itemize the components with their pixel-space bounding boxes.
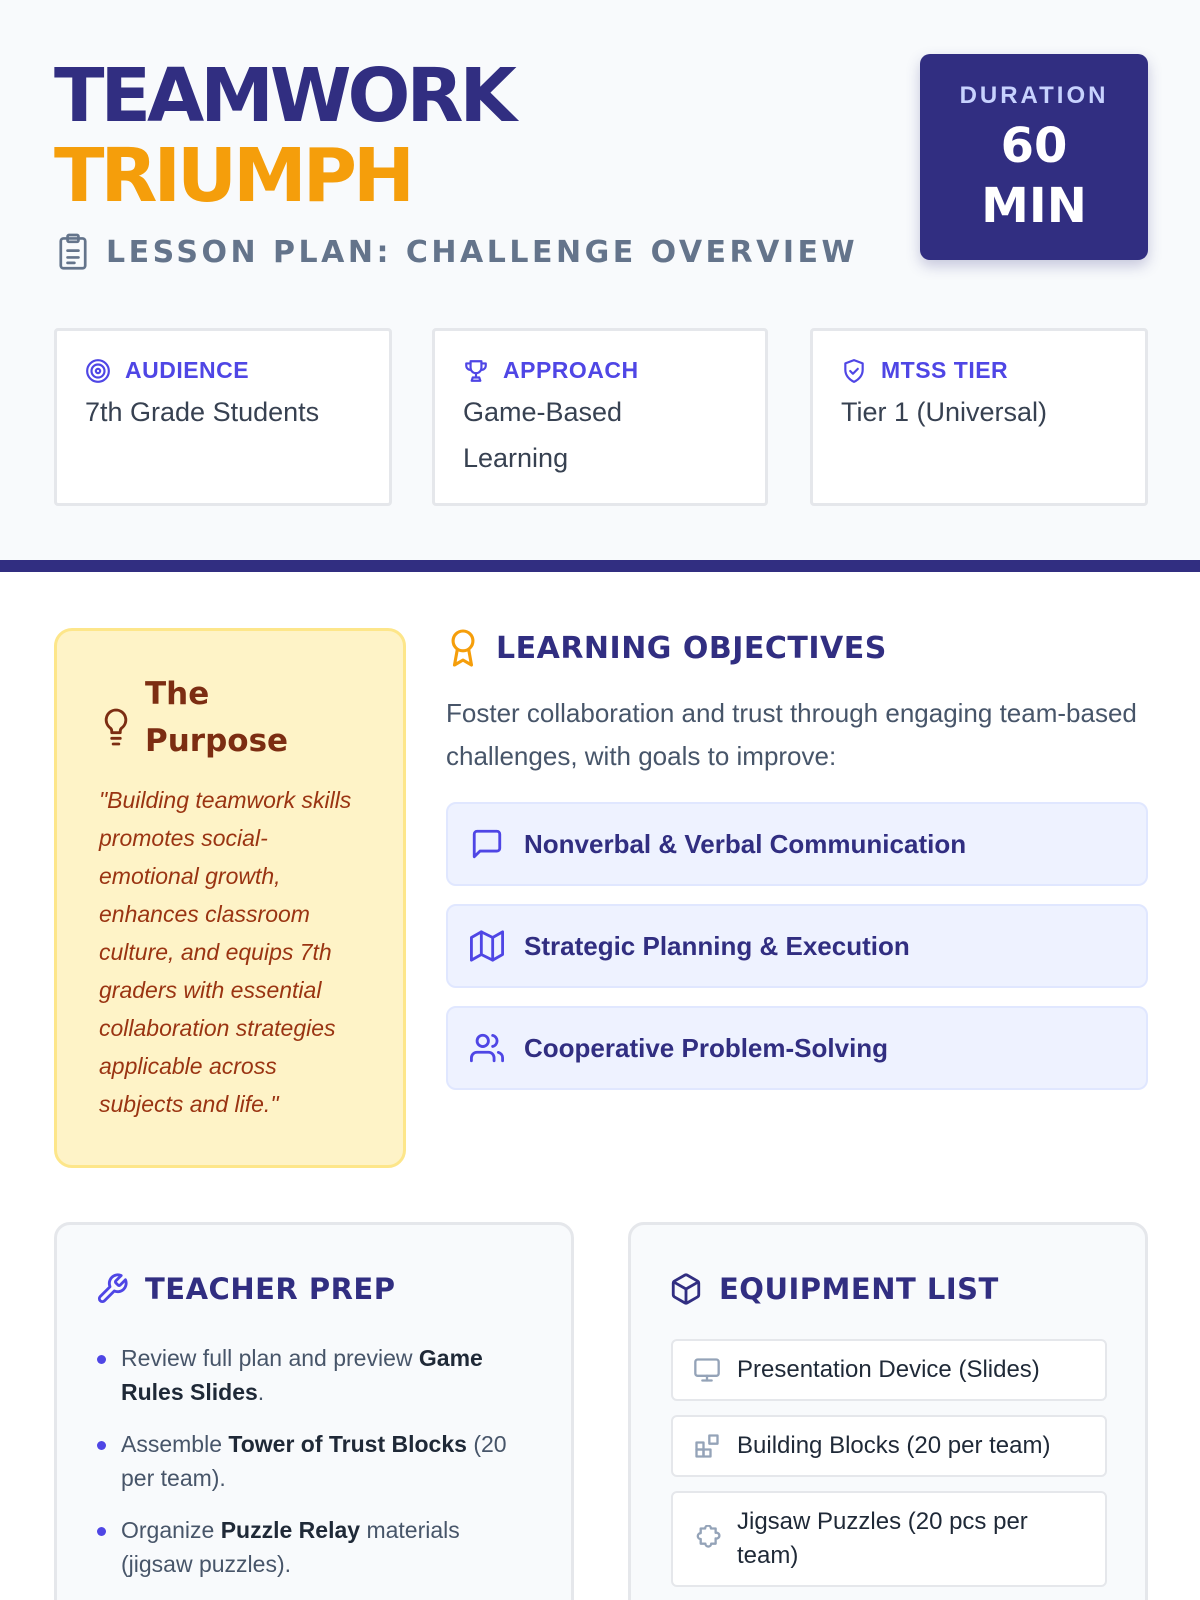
info-card-label: MTSS TIER	[881, 357, 1009, 383]
wrench-icon	[95, 1269, 129, 1309]
prep-highlight: Game Rules Slides	[121, 1345, 483, 1405]
equipment-label: Building Blocks (20 per team)	[737, 1432, 1051, 1459]
info-card-value	[463, 394, 737, 486]
info-card-label: APPROACH	[503, 357, 639, 383]
objective-item	[446, 802, 1148, 886]
purpose-title-line-1: The	[145, 676, 210, 712]
objective-item	[446, 1006, 1148, 1090]
info-card-audience	[54, 328, 392, 506]
map-icon	[470, 929, 504, 963]
purpose-quote: "Building teamwork skills promotes social-emotional growth, enhances classroom culture, and equips 7th graders with essential collaboration strategies applicable across subjects and life."	[99, 787, 352, 1117]
prep-highlight: Tower of Trust Blocks	[228, 1431, 467, 1457]
award-icon	[446, 628, 480, 668]
prep-text: Organize	[121, 1517, 221, 1543]
objective-label: Cooperative Problem-Solving	[524, 1032, 889, 1063]
duration-badge	[920, 54, 1148, 260]
equipment-heading: EQUIPMENT LIST	[719, 1272, 999, 1306]
equipment-title	[669, 1269, 999, 1309]
monitor-icon	[693, 1356, 721, 1384]
learning-objectives-heading: LEARNING OBJECTIVES	[496, 630, 887, 666]
learning-objectives-title	[446, 628, 1148, 668]
info-card-approach	[432, 328, 768, 506]
puzzle-icon	[693, 1525, 721, 1553]
prep-text: Review full plan and preview	[121, 1345, 419, 1371]
equipment-label: Presentation Device (Slides)	[737, 1356, 1040, 1383]
equipment-panel	[628, 1222, 1148, 1600]
teacher-prep-list	[97, 1341, 537, 1599]
teacher-prep-heading: TEACHER PREP	[145, 1272, 396, 1306]
objective-item	[446, 904, 1148, 988]
header-section	[0, 0, 1200, 560]
prep-text: materials (jigsaw puzzles).	[121, 1517, 460, 1577]
title-line-2: TRIUMPH	[54, 133, 411, 219]
message-square-icon	[470, 827, 504, 861]
prep-text: Assemble	[121, 1431, 229, 1457]
equipment-label: Jigsaw Puzzles (20 pcs per team)	[737, 1508, 1028, 1569]
duration-unit: MIN	[981, 178, 1087, 234]
objective-label: Strategic Planning & Execution	[524, 930, 910, 961]
page-title	[54, 53, 513, 219]
shield-check-icon	[841, 358, 867, 384]
target-icon	[85, 358, 111, 384]
info-card-value: Tier 1 (Universal)	[841, 397, 1048, 427]
info-card-mtss-tier	[810, 328, 1148, 506]
list-item	[97, 1341, 537, 1409]
equipment-item	[671, 1491, 1107, 1587]
prep-highlight: Puzzle Relay	[220, 1517, 361, 1543]
info-card-label: AUDIENCE	[125, 357, 250, 383]
purpose-title	[145, 671, 305, 765]
list-item	[97, 1513, 537, 1581]
objective-label: Nonverbal & Verbal Communication	[524, 828, 967, 859]
trophy-icon	[463, 358, 489, 384]
learning-objectives-section	[446, 628, 1148, 1090]
prep-text: .	[257, 1379, 265, 1405]
prep-text: (20 per team).	[121, 1431, 507, 1491]
teacher-prep-title	[95, 1269, 395, 1309]
box-icon	[669, 1269, 703, 1309]
objectives-intro: Foster collaboration and trust through engaging team-based challenges, with goals to improve:	[446, 698, 1137, 771]
objectives-list	[446, 802, 1148, 1090]
purpose-title-line-2: Purpose	[145, 723, 289, 759]
purpose-card	[54, 628, 406, 1168]
equipment-item	[671, 1415, 1107, 1477]
subtitle-text: LESSON PLAN: CHALLENGE OVERVIEW	[106, 234, 859, 270]
lightbulb-icon	[99, 707, 133, 747]
list-item	[97, 1427, 537, 1495]
info-card-value-line-1: Game-Based	[463, 397, 623, 427]
duration-number: 60	[1000, 118, 1068, 174]
page-subtitle	[56, 232, 858, 272]
blocks-icon	[693, 1432, 721, 1460]
info-card-value: 7th Grade Students	[85, 397, 320, 427]
equipment-item	[671, 1339, 1107, 1401]
info-card-value-line-2: Learning	[463, 443, 569, 473]
clipboard-icon	[56, 233, 90, 271]
title-line-1: TEAMWORK	[54, 53, 513, 139]
duration-label: DURATION	[959, 82, 1109, 109]
section-divider	[0, 560, 1200, 572]
teacher-prep-panel	[54, 1222, 574, 1600]
users-icon	[470, 1031, 504, 1065]
duration-value	[920, 116, 1148, 236]
